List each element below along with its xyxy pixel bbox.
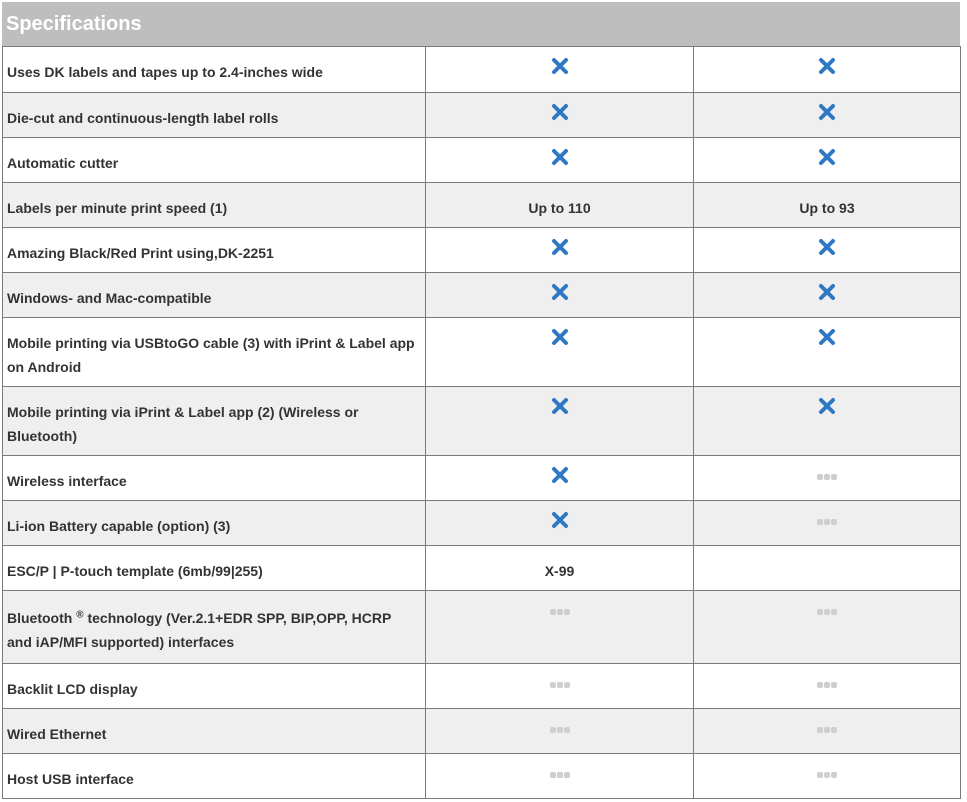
spec-value xyxy=(426,591,694,664)
x-icon xyxy=(818,397,836,415)
spec-label: ESC/P | P-touch template (6mb/99|255) xyxy=(3,546,426,591)
table-row xyxy=(3,546,961,591)
dots-icon xyxy=(817,771,837,779)
spec-label xyxy=(3,591,426,664)
spec-value xyxy=(694,183,961,228)
table-row xyxy=(3,387,961,456)
spec-label: Wireless interface xyxy=(3,456,426,501)
spec-value xyxy=(426,501,694,546)
x-icon xyxy=(551,148,569,166)
spec-value xyxy=(694,387,961,456)
dots-icon xyxy=(817,608,837,616)
table-row xyxy=(3,664,961,709)
spec-value xyxy=(426,456,694,501)
spec-value xyxy=(694,273,961,318)
spec-value xyxy=(694,318,961,387)
spec-value xyxy=(694,93,961,138)
table-row xyxy=(3,456,961,501)
spec-label-part: technology (Ver.2.1+EDR SPP, BIP,OPP, HCRP and iAP/MFI supported) interfaces xyxy=(7,610,392,650)
table-row xyxy=(3,228,961,273)
table-row xyxy=(3,273,961,318)
table-row xyxy=(3,93,961,138)
table-row xyxy=(3,183,961,228)
spec-value xyxy=(426,754,694,799)
registered-mark: ® xyxy=(76,609,84,621)
spec-value xyxy=(426,138,694,183)
dots-icon xyxy=(817,473,837,481)
spec-value xyxy=(694,754,961,799)
table-row xyxy=(3,501,961,546)
spec-value xyxy=(694,138,961,183)
spec-value xyxy=(426,93,694,138)
spec-value xyxy=(694,546,961,591)
x-icon xyxy=(551,103,569,121)
spec-value xyxy=(694,228,961,273)
x-icon xyxy=(818,148,836,166)
table-row xyxy=(3,591,961,664)
spec-label: Li-ion Battery capable (option) (3) xyxy=(3,501,426,546)
spec-value xyxy=(426,664,694,709)
spec-label: Mobile printing via USBtoGO cable (3) with iPrint & Label app on Android xyxy=(3,318,426,387)
dots-icon xyxy=(550,608,570,616)
spec-value-text: X-99 xyxy=(544,563,575,579)
spec-label: Host USB interface xyxy=(3,754,426,799)
spec-value xyxy=(694,47,961,93)
spec-value xyxy=(426,318,694,387)
spec-label: Die-cut and continuous-length label rolls xyxy=(3,93,426,138)
spec-label: Wired Ethernet xyxy=(3,709,426,754)
spec-value xyxy=(426,387,694,456)
x-icon xyxy=(551,57,569,75)
table-row xyxy=(3,138,961,183)
spec-value xyxy=(694,456,961,501)
dots-icon xyxy=(817,681,837,689)
spec-label: Backlit LCD display xyxy=(3,664,426,709)
x-icon xyxy=(551,238,569,256)
spec-label: Mobile printing via iPrint & Label app (2) (Wireless or Bluetooth) xyxy=(3,387,426,456)
x-icon xyxy=(551,511,569,529)
spec-value xyxy=(426,228,694,273)
spec-value-text: Up to 93 xyxy=(799,200,855,216)
table-row xyxy=(3,754,961,799)
x-icon xyxy=(551,328,569,346)
x-icon xyxy=(818,283,836,301)
table-row xyxy=(3,318,961,387)
spec-label-part: Bluetooth xyxy=(7,610,73,626)
x-icon xyxy=(551,397,569,415)
spec-value xyxy=(694,501,961,546)
table-row xyxy=(3,47,961,93)
x-icon xyxy=(818,328,836,346)
spec-label: Automatic cutter xyxy=(3,138,426,183)
dots-icon xyxy=(550,771,570,779)
x-icon xyxy=(551,466,569,484)
spec-value xyxy=(426,273,694,318)
spec-value xyxy=(426,546,694,591)
spec-value-text: Up to 110 xyxy=(528,200,591,216)
specifications-header: Specifications xyxy=(2,2,960,46)
spec-label: Uses DK labels and tapes up to 2.4-inches wide xyxy=(3,47,426,93)
spec-label: Windows- and Mac-compatible xyxy=(3,273,426,318)
spec-value xyxy=(694,664,961,709)
spec-label: Labels per minute print speed (1) xyxy=(3,183,426,228)
x-icon xyxy=(818,57,836,75)
spec-value xyxy=(426,709,694,754)
table-row xyxy=(3,709,961,754)
x-icon xyxy=(551,283,569,301)
dots-icon xyxy=(550,681,570,689)
dots-icon xyxy=(550,726,570,734)
spec-table-container xyxy=(2,2,960,799)
spec-value xyxy=(426,183,694,228)
x-icon xyxy=(818,238,836,256)
x-icon xyxy=(818,103,836,121)
spec-label: Amazing Black/Red Print using,DK-2251 xyxy=(3,228,426,273)
spec-value xyxy=(426,47,694,93)
spec-value xyxy=(694,709,961,754)
spec-value xyxy=(694,591,961,664)
dots-icon xyxy=(817,726,837,734)
dots-icon xyxy=(817,518,837,526)
spec-table xyxy=(2,46,961,799)
